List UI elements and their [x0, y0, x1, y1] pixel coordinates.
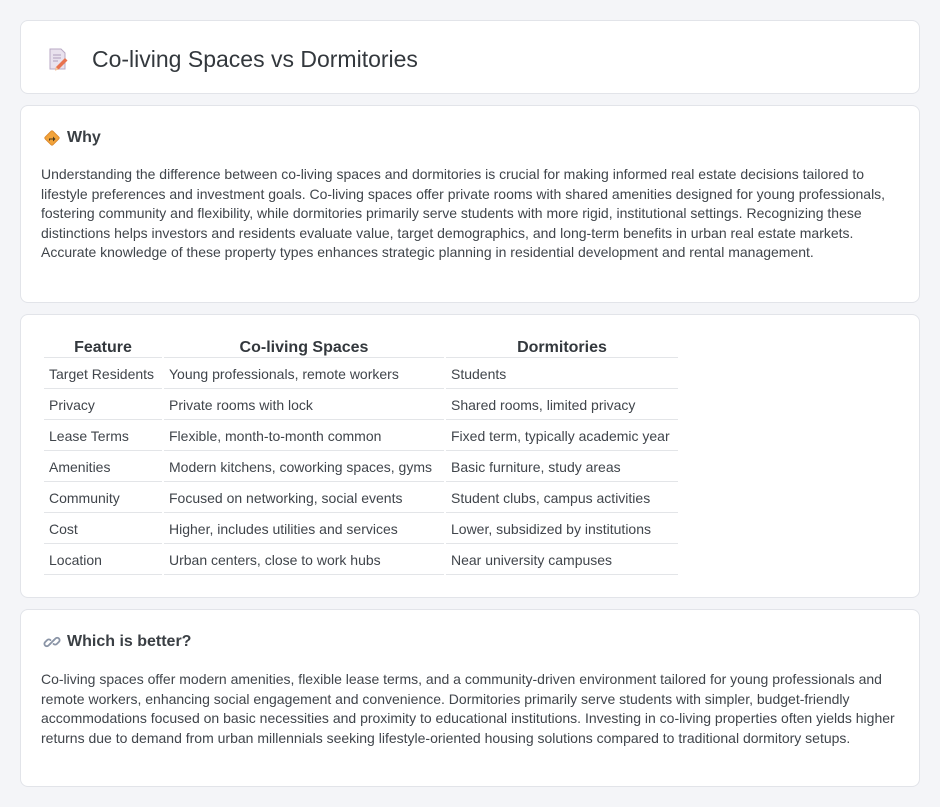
- row-feature: Privacy: [44, 391, 162, 420]
- header-feature: Feature: [44, 338, 162, 358]
- why-heading: Why: [67, 129, 101, 146]
- row-coliving: Modern kitchens, coworking spaces, gyms: [164, 453, 444, 482]
- table-row: [44, 391, 678, 420]
- table-row: [44, 484, 678, 513]
- row-coliving: Private rooms with lock: [164, 391, 444, 420]
- row-feature: Location: [44, 546, 162, 575]
- row-dormitories: Fixed term, typically academic year: [446, 422, 678, 451]
- which-paragraph: Co-living spaces offer modern amenities, flexible lease terms, and a community-driven environment tailored for young professionals and remote workers, enhancing social engagement and convenience. Dormitories primarily serve students with simpler, budget-friendly accommodations focused on basic necessities and proximity to educational institutions. Investing in co-living properties often yields higher returns due to demand from urban millennials seeking lifestyle-oriented housing solutions compared to traditional dormitory setups.: [41, 671, 895, 746]
- title-card: [20, 20, 920, 94]
- page-title: Co-living Spaces vs Dormitories: [92, 46, 418, 72]
- why-section: [20, 105, 920, 303]
- diamond-sign-icon: [43, 129, 61, 147]
- row-feature: Lease Terms: [44, 422, 162, 451]
- row-dormitories: Students: [446, 360, 678, 389]
- comparison-table-card: [20, 314, 920, 598]
- table-row: [44, 422, 678, 451]
- row-coliving: Higher, includes utilities and services: [164, 515, 444, 544]
- table-row: [44, 453, 678, 482]
- document-pencil-icon: [47, 47, 69, 71]
- row-dormitories: Student clubs, campus activities: [446, 484, 678, 513]
- row-feature: Target Residents: [44, 360, 162, 389]
- table-row: [44, 515, 678, 544]
- row-coliving: Young professionals, remote workers: [164, 360, 444, 389]
- which-heading: Which is better?: [67, 633, 192, 650]
- row-dormitories: Lower, subsidized by institutions: [446, 515, 678, 544]
- row-feature: Amenities: [44, 453, 162, 482]
- row-feature: Community: [44, 484, 162, 513]
- comparison-table: [42, 336, 680, 577]
- table-header-row: [44, 338, 678, 358]
- row-dormitories: Shared rooms, limited privacy: [446, 391, 678, 420]
- link-icon: [43, 633, 61, 651]
- header-dormitories: Dormitories: [446, 338, 678, 358]
- row-coliving: Flexible, month-to-month common: [164, 422, 444, 451]
- row-feature: Cost: [44, 515, 162, 544]
- why-paragraph: Understanding the difference between co-living spaces and dormitories is crucial for making informed real estate decisions tailored to lifestyle preferences and investment goals. Co-living spaces offer private rooms with shared amenities designed for young professionals, fostering community and flexibility, while dormitories primarily serve students with more rigid, institutional settings. Recognizing these distinctions helps investors and residents evaluate value, target demographics, and long-term benefits in urban real estate markets. Accurate knowledge of these property types enhances strategic planning in residential development and rental management.: [41, 166, 886, 260]
- row-dormitories: Near university campuses: [446, 546, 678, 575]
- which-better-section: [20, 609, 920, 787]
- table-row: [44, 546, 678, 575]
- row-coliving: Urban centers, close to work hubs: [164, 546, 444, 575]
- header-coliving: Co-living Spaces: [164, 338, 444, 358]
- row-dormitories: Basic furniture, study areas: [446, 453, 678, 482]
- row-coliving: Focused on networking, social events: [164, 484, 444, 513]
- table-row: [44, 360, 678, 389]
